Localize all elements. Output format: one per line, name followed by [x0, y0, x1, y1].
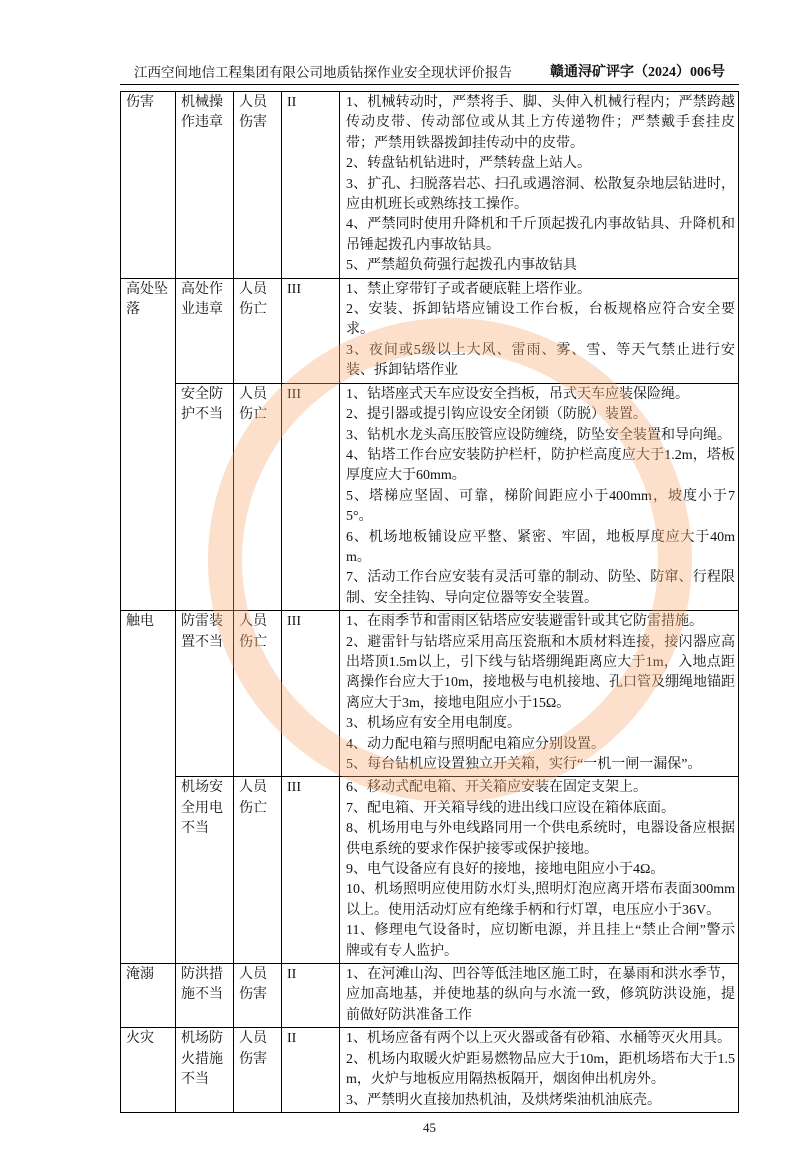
measure-item: 2、提引器或提引钩应设安全闭锁（防脱）装置。: [346, 407, 647, 423]
measure-item: 3、扩孔、扫脱落岩芯、扫孔或遇溶洞、松散复杂地层钻进时，应由机班长或熟练技工操作。: [346, 176, 735, 213]
consequence: 人员伤害: [234, 964, 282, 1028]
hazard-cause: 机械操作违章: [176, 92, 234, 279]
table-row: [121, 964, 739, 1028]
measure-item: 5、每台钻机应设置独立开关箱，实行“一机一闸一漏保”。: [346, 757, 702, 772]
table-row: [121, 278, 739, 383]
measure-item: 10、机场照明应使用防水灯头,照明灯泡应离开塔布表面300mm以上。使用活动灯应有绝缘手柄和行灯罩，电压应小于36V。: [346, 882, 735, 918]
measure-item: 1、禁止穿带钉子或者硬底鞋上塔作业。: [346, 281, 591, 297]
risk-level: III: [282, 611, 340, 777]
control-measures: [340, 611, 739, 777]
measure-item: 2、避雷针与钻塔应采用高压瓷瓶和木质材料连接，接闪器应高出塔顶1.5m以上，引下线与钻塔绷绳距离应大于1m，入地点距离操作台应大于10m，接地极与电机接地、孔口管及绷绳地锚距离应大于3m，接地电阻应小于15Ω。: [346, 634, 735, 711]
consequence: 人员伤亡: [234, 611, 282, 777]
hazard-category: 高处坠落: [121, 278, 176, 611]
risk-level: II: [282, 964, 340, 1028]
risk-level: III: [282, 777, 340, 964]
measure-item: 5、塔梯应坚固、可靠，梯阶间距应小于400mm，坡度小于75°。: [346, 488, 735, 525]
risk-level: II: [282, 92, 340, 279]
risk-level: II: [282, 1028, 340, 1113]
consequence: 人员伤亡: [234, 777, 282, 964]
consequence: 人员伤亡: [234, 383, 282, 610]
control-measures: [340, 278, 739, 383]
report-number: 赣通浔矿评字（2024）006号: [550, 65, 725, 80]
measure-item: 6、机场地板铺设应平整、紧密、牢固，地板厚度应大于40mm。: [346, 529, 735, 565]
hazard-cause: 防洪措施不当: [176, 964, 234, 1028]
table-row: [121, 611, 739, 777]
measure-item: 1、机械转动时，严禁将手、脚、头伸入机械行程内；严禁跨越传动皮带、传动部位或从其上方传递物件；严禁戴手套挂皮带；严禁用铁器拨卸挂传动中的皮带。: [346, 95, 735, 151]
measure-item: 1、钻塔座式天车应设安全挡板，吊式天车应装保险绳。: [346, 386, 689, 402]
hazard-category: 伤害: [121, 92, 176, 279]
hazard-category: 淹溺: [121, 964, 176, 1028]
measure-item: 11、修理电气设备时，应切断电源，并且挂上“禁止合闸”警示牌或有专人监护。: [346, 923, 735, 959]
hazard-cause: 高处作业违章: [176, 278, 234, 383]
hazard-cause: 机场安全用电不当: [176, 777, 234, 964]
measure-item: 4、钻塔工作台应安装防护栏杆，防护栏高度应大于1.2m，塔板厚度应大于60mm。: [346, 447, 735, 484]
hazard-measures-table: [120, 91, 739, 1113]
control-measures: [340, 92, 739, 279]
measure-item: 8、机场用电与外电线路同用一个供电系统时，电器设备应根据供电系统的要求作保护接零或保护接地。: [346, 821, 735, 857]
page-number: 45: [423, 1119, 436, 1135]
hazard-category: 火灾: [121, 1028, 176, 1113]
measure-item: 7、配电箱、开关箱导线的进出线口应设在箱体底面。: [346, 800, 675, 816]
table-row: [121, 92, 739, 279]
control-measures: [340, 777, 739, 964]
measure-item: 2、安装、拆卸钻塔应铺设工作台板，台板规格应符合安全要求。: [346, 302, 735, 338]
measure-item: 9、电气设备应有良好的接地，接地电阻应小于4Ω。: [346, 862, 665, 878]
consequence: 人员伤害: [234, 92, 282, 279]
measure-item: 4、严禁同时使用升降机和千斤顶起拨孔内事故钻具、升降机和吊锤起拨孔内事故钻具。: [346, 217, 735, 253]
hazard-category: 触电: [121, 611, 176, 964]
measure-item: 7、活动工作台应安装有灵活可靠的制动、防坠、防窜、行程限制、安全挂钩、导向定位器等安全装置。: [346, 570, 735, 606]
page-header: [120, 64, 739, 85]
report-title: 江西空间地信工程集团有限公司地质钻探作业安全现状评价报告: [134, 65, 512, 80]
control-measures: [340, 964, 739, 1028]
consequence: 人员伤害: [234, 1028, 282, 1113]
measure-item: 3、机场应有安全用电制度。: [346, 716, 521, 732]
measure-item: 3、钻机水龙头高压胶管应设防缠绕，防坠安全装置和导向绳。: [346, 427, 731, 443]
hazard-cause: 防雷装置不当: [176, 611, 234, 777]
hazard-cause: 安全防护不当: [176, 383, 234, 610]
measure-item: 4、动力配电箱与照明配电箱应分别设置。: [346, 736, 605, 752]
measure-item: 1、在雨季节和雷雨区钻塔应安装避雷针或其它防雷措施。: [346, 614, 703, 630]
measure-item: 3、夜间或5级以上大风、雷雨、雾、雪、等天气禁止进行安装、拆卸钻塔作业: [346, 342, 735, 379]
measure-item: 2、转盘钻机钻进时，严禁转盘上站人。: [346, 156, 591, 172]
risk-level: III: [282, 383, 340, 610]
table-row: [121, 1028, 739, 1113]
control-measures: [340, 1028, 739, 1113]
measure-item: 5、严禁超负荷强行起拨孔内事故钻具: [346, 258, 577, 274]
risk-level: III: [282, 278, 340, 383]
table-row: [121, 383, 739, 610]
measure-item: 2、机场内取暖火炉距易燃物品应大于10m，距机场塔布大于1.5m，火炉与地板应用隔热板隔开，烟囱伸出机房外。: [346, 1051, 735, 1088]
hazard-cause: 机场防火措施不当: [176, 1028, 234, 1113]
measure-item: 6、移动式配电箱、开关箱应安装在固定支架上。: [346, 780, 647, 796]
measure-item: 1、机场应备有两个以上灭火器或备有砂箱、水桶等灭火用具。: [346, 1031, 731, 1047]
measure-item: 1、在河滩山沟、凹谷等低洼地区施工时，在暴雨和洪水季节，应加高地基，并使地基的纵向与水流一致，修筑防洪设施，提前做好防洪准备工作: [346, 967, 735, 1023]
control-measures: [340, 383, 739, 610]
consequence: 人员伤亡: [234, 278, 282, 383]
table-row: [121, 777, 739, 964]
measure-item: 3、严禁明火直接加热机油，及烘烤柴油机油底壳。: [346, 1092, 661, 1108]
